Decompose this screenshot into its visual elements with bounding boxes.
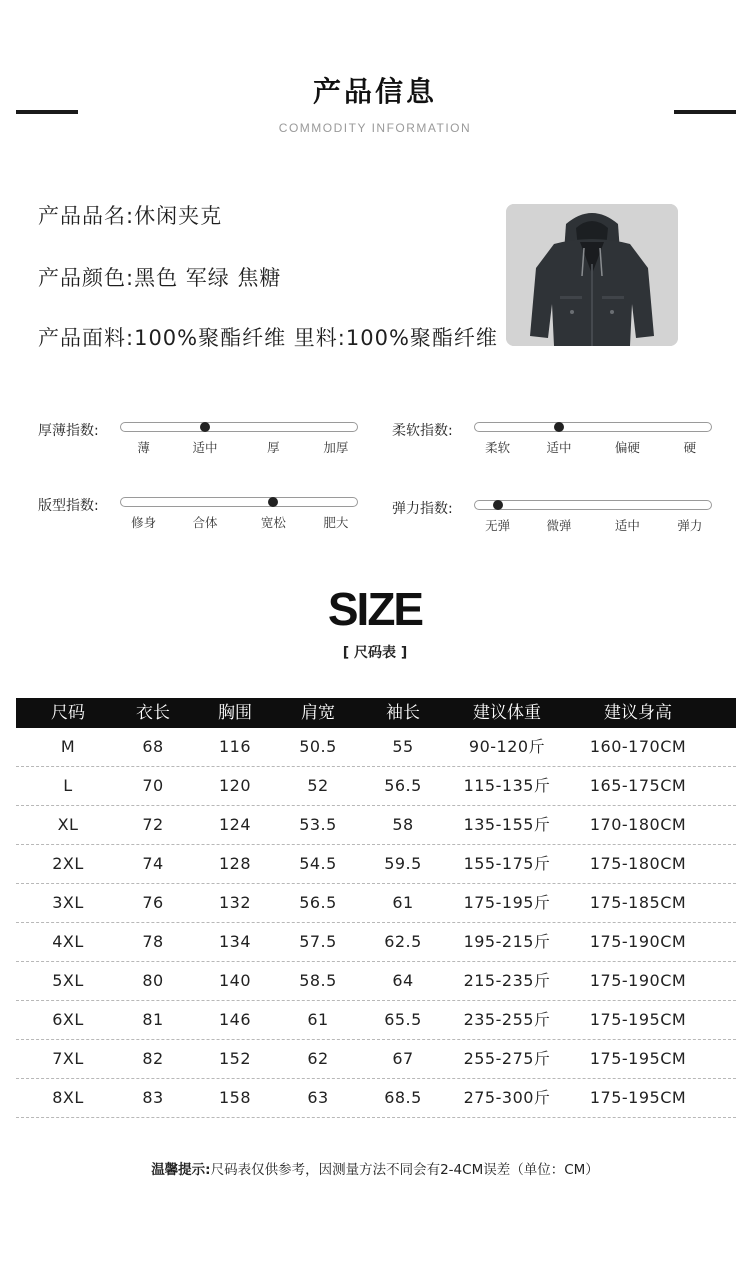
table-row: [16, 845, 736, 884]
index-tick-label: 薄: [137, 440, 150, 455]
index-tick-label: 合体: [192, 515, 218, 530]
product-name-label: 产品品名:: [38, 204, 135, 228]
index-tick-label: 适中: [614, 518, 640, 533]
table-cell: 170-180CM: [589, 815, 687, 834]
index-tick-label: 修身: [131, 515, 157, 530]
table-header-cell: 建议体重: [473, 703, 541, 723]
index-tick-label: 硬: [683, 440, 697, 455]
table-cell: 175-185CM: [589, 893, 687, 912]
table-cell: 5XL: [52, 971, 84, 990]
product-name-value: 休闲夹克: [134, 204, 223, 228]
index-track: [474, 422, 712, 432]
table-cell: 128: [218, 854, 252, 873]
table-cell: 58.5: [299, 971, 337, 990]
index-tick-label: 适中: [546, 440, 572, 455]
product-color-line: [38, 262, 281, 292]
index-track: [474, 500, 712, 510]
table-cell: 255-275斤: [463, 1049, 551, 1068]
table-cell: 68.5: [384, 1088, 422, 1107]
table-cell: 8XL: [52, 1088, 84, 1107]
table-row: [16, 728, 736, 767]
table-cell: 235-255斤: [463, 1010, 551, 1029]
table-cell: 175-195CM: [589, 1010, 687, 1029]
table-cell: 70: [142, 776, 164, 795]
table-cell: 152: [218, 1049, 252, 1068]
index-track: [120, 422, 358, 432]
product-fabric-value: 100%聚酯纤维 里料:100%聚酯纤维: [134, 326, 498, 350]
table-row: [16, 767, 736, 806]
table-cell: 132: [218, 893, 252, 912]
index-tick-label: 柔软: [485, 440, 511, 455]
table-cell: 62.5: [384, 932, 422, 951]
table-cell: 78: [142, 932, 164, 951]
table-cell: 134: [218, 932, 252, 951]
index-tick-label: 适中: [192, 440, 218, 455]
table-cell: 80: [142, 971, 164, 990]
index-tick-label: 肥大: [323, 515, 349, 530]
table-cell: 72: [142, 815, 164, 834]
table-cell: 140: [218, 971, 252, 990]
product-image: [506, 204, 678, 346]
index-label: 厚薄指数:: [38, 423, 99, 439]
table-cell: 215-235斤: [463, 971, 551, 990]
table-cell: 120: [218, 776, 252, 795]
table-cell: 58: [392, 815, 414, 834]
table-cell: 52: [307, 776, 329, 795]
index-tick-label: 厚: [267, 440, 280, 455]
index-label: 版型指数:: [38, 498, 99, 514]
table-cell: M: [60, 737, 76, 756]
size-table: [16, 698, 736, 1118]
table-cell: 83: [142, 1088, 164, 1107]
table-cell: 53.5: [299, 815, 337, 834]
table-cell: 59.5: [384, 854, 422, 873]
index-tick-label: 弹力: [677, 518, 703, 533]
index-label: 弹力指数:: [392, 501, 453, 517]
table-cell: 67: [392, 1049, 414, 1068]
table-row: [16, 884, 736, 923]
table-header-cell: 肩宽: [301, 703, 335, 723]
table-cell: XL: [57, 815, 79, 834]
index-label: 柔软指数:: [392, 423, 453, 439]
table-cell: 3XL: [52, 893, 84, 912]
table-cell: 175-195CM: [589, 1088, 687, 1107]
size-subtitle: [ 尺码表 ]: [342, 645, 408, 661]
table-cell: 54.5: [299, 854, 337, 873]
table-cell: 6XL: [52, 1010, 84, 1029]
table-cell: 63: [307, 1088, 329, 1107]
index-tick-label: 宽松: [260, 515, 286, 530]
index-track: [120, 497, 358, 507]
table-cell: 165-175CM: [589, 776, 687, 795]
table-cell: 62: [307, 1049, 329, 1068]
table-row: [16, 962, 736, 1001]
table-cell: 195-215斤: [463, 932, 551, 951]
table-row: [16, 1079, 736, 1118]
table-cell: 56.5: [384, 776, 422, 795]
table-cell: 116: [218, 737, 252, 756]
table-cell: 175-195斤: [463, 893, 551, 912]
table-header-cell: 尺码: [51, 703, 85, 723]
table-cell: 135-155斤: [463, 815, 551, 834]
tip-label: 温馨提示:: [151, 1162, 211, 1178]
table-cell: 61: [392, 893, 414, 912]
table-cell: 175-190CM: [589, 971, 687, 990]
table-cell: 158: [218, 1088, 252, 1107]
table-header-cell: 衣长: [136, 703, 170, 723]
table-cell: 7XL: [52, 1049, 84, 1068]
table-cell: 155-175斤: [463, 854, 551, 873]
table-row: [16, 1001, 736, 1040]
header-rule-right: [674, 110, 736, 114]
index-marker: [554, 422, 564, 432]
table-cell: 275-300斤: [463, 1088, 551, 1107]
product-fabric-label: 产品面料:: [38, 326, 135, 350]
table-cell: 55: [392, 737, 414, 756]
table-cell: 50.5: [299, 737, 337, 756]
table-cell: 4XL: [52, 932, 84, 951]
page-title: 产品信息: [312, 75, 437, 108]
table-header-cell: 建议身高: [604, 703, 672, 723]
table-cell: 2XL: [52, 854, 84, 873]
table-cell: 90-120斤: [468, 737, 546, 756]
table-cell: 68: [142, 737, 164, 756]
index-tick-label: 偏硬: [614, 440, 640, 455]
size-title: SIZE: [327, 583, 423, 635]
table-cell: 175-180CM: [589, 854, 687, 873]
product-color-value: 黑色 军绿 焦糖: [134, 266, 282, 290]
index-marker: [200, 422, 210, 432]
table-cell: 76: [142, 893, 164, 912]
size-table-header: [16, 698, 736, 728]
page-subtitle: COMMODITY INFORMATION: [278, 121, 472, 135]
table-cell: L: [63, 776, 73, 795]
table-header-cell: 胸围: [218, 703, 252, 723]
product-name-line: [38, 200, 222, 230]
table-row: [16, 923, 736, 962]
table-cell: 82: [142, 1049, 164, 1068]
product-color-label: 产品颜色:: [38, 266, 135, 290]
table-cell: 175-190CM: [589, 932, 687, 951]
table-cell: 115-135斤: [463, 776, 551, 795]
table-cell: 160-170CM: [589, 737, 687, 756]
index-marker: [493, 500, 503, 510]
table-cell: 81: [142, 1010, 164, 1029]
table-header-cell: 袖长: [386, 703, 420, 723]
table-cell: 65.5: [384, 1010, 422, 1029]
jacket-illustration: [506, 204, 678, 346]
table-cell: 74: [142, 854, 164, 873]
size-table-body: [16, 728, 736, 1118]
size-tip: [0, 1158, 750, 1178]
table-row: [16, 1040, 736, 1079]
index-tick-label: 微弹: [546, 518, 572, 533]
table-cell: 64: [392, 971, 414, 990]
table-cell: 124: [218, 815, 252, 834]
tip-text: 尺码表仅供参考，因测量方法不同会有2-4CM误差（单位：CM）: [210, 1162, 599, 1178]
index-tick-label: 加厚: [323, 440, 349, 455]
index-tick-label: 无弹: [485, 518, 511, 533]
table-cell: 57.5: [299, 932, 337, 951]
table-row: [16, 806, 736, 845]
table-cell: 56.5: [299, 893, 337, 912]
header-rule-left: [16, 110, 78, 114]
product-fabric-line: [38, 322, 498, 352]
table-cell: 146: [218, 1010, 252, 1029]
table-cell: 61: [307, 1010, 329, 1029]
table-cell: 175-195CM: [589, 1049, 687, 1068]
